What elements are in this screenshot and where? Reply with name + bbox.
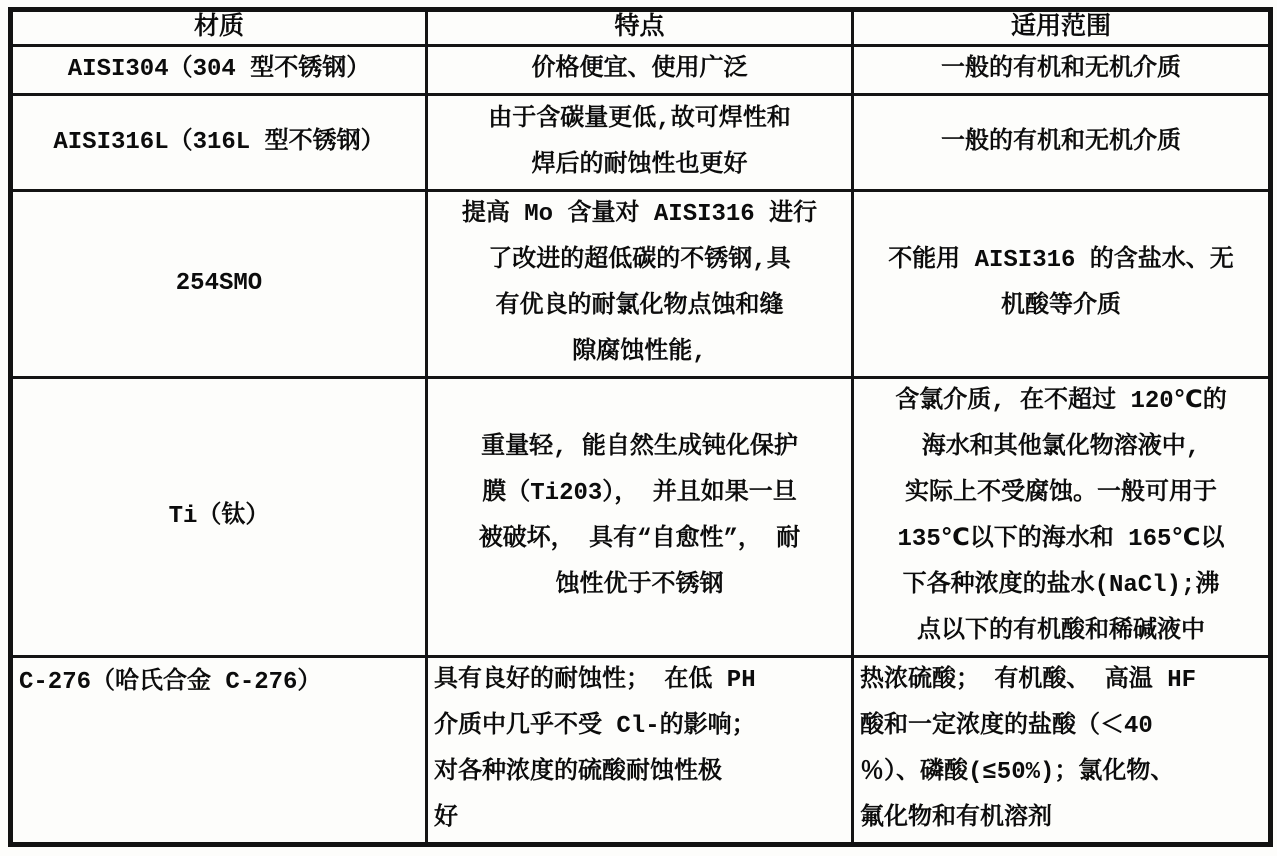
- features-cell: [427, 191, 853, 378]
- features-cell: [427, 46, 853, 95]
- materials-table: [8, 7, 1273, 847]
- text-line: Ti（钛）: [168, 503, 270, 530]
- scope-cell: [853, 191, 1271, 378]
- material-cell: [11, 657, 427, 845]
- text-line: 含氯介质, 在不超过 120℃的: [895, 388, 1227, 415]
- table-row: [11, 46, 1271, 95]
- header-material: 材质: [11, 10, 427, 46]
- features-cell: [427, 95, 853, 191]
- text-line: 提高 Mo 含量对 AISI316 进行: [461, 201, 818, 228]
- text-line: 重量轻, 能自然生成钝化保护: [481, 434, 798, 461]
- text-line: C-276（哈氏合金 C-276）: [19, 669, 322, 696]
- text-line: 机酸等介质: [1001, 293, 1121, 320]
- header-features: 特点: [427, 10, 853, 46]
- features-cell: [427, 657, 853, 845]
- material-cell: [11, 378, 427, 657]
- text-line: 有优良的耐氯化物点蚀和缝: [495, 293, 784, 320]
- material-cell: [11, 95, 427, 191]
- text-line: 实际上不受腐蚀。一般可用于: [905, 480, 1217, 507]
- text-line: 蚀性优于不锈钢: [555, 572, 724, 599]
- text-line: 下各种浓度的盐水(NaCl);沸: [902, 572, 1220, 599]
- text-line: 了改进的超低碳的不锈钢,具: [488, 247, 791, 274]
- table-row: [11, 378, 1271, 657]
- features-cell: [427, 378, 853, 657]
- text-line: 好: [434, 805, 458, 832]
- material-cell: [11, 191, 427, 378]
- text-line: 介质中几乎不受 Cl-的影响；: [434, 713, 756, 740]
- text-line: 海水和其他氯化物溶液中,: [921, 434, 1201, 461]
- text-line: 被破坏， 具有“自愈性”， 耐: [478, 526, 801, 553]
- text-line: AISI304（304 型不锈钢）: [67, 56, 371, 83]
- text-line: 对各种浓度的硫酸耐蚀性极: [434, 759, 722, 786]
- text-line: 不能用 AISI316 的含盐水、无: [888, 247, 1234, 274]
- header-scope: 适用范围: [853, 10, 1271, 46]
- text-line: 一般的有机和无机介质: [941, 128, 1181, 156]
- text-line: AISI316L（316L 型不锈钢）: [53, 128, 385, 156]
- text-line: 酸和一定浓度的盐酸（＜40: [860, 713, 1153, 740]
- table-row: [11, 95, 1271, 191]
- text-line: 254SMO: [175, 270, 263, 297]
- text-line: 隙腐蚀性能,: [572, 339, 707, 366]
- material-cell: [11, 46, 427, 95]
- text-line: 价格便宜、使用广泛: [531, 56, 748, 83]
- text-line: 一般的有机和无机介质: [941, 56, 1181, 83]
- text-line: 氟化物和有机溶剂: [860, 805, 1052, 832]
- text-line: 热浓硫酸； 有机酸、 高温 HF: [860, 667, 1197, 694]
- text-line: 具有良好的耐蚀性； 在低 PH: [434, 667, 756, 694]
- table-row: [11, 657, 1271, 845]
- text-line: 膜（Ti203）， 并且如果一旦: [482, 480, 797, 507]
- text-line: 焊后的耐蚀性也更好: [531, 151, 748, 179]
- text-line: 点以下的有机酸和稀碱液中: [917, 618, 1205, 645]
- scope-cell: [853, 46, 1271, 95]
- text-line: 135℃以下的海水和 165℃以: [897, 526, 1225, 553]
- table-row: [11, 191, 1271, 378]
- scope-cell: [853, 95, 1271, 191]
- scope-cell: [853, 657, 1271, 845]
- header-row: [11, 10, 1271, 46]
- scope-cell: [853, 378, 1271, 657]
- text-line: ％）、磷酸(≤50%)；氯化物、: [860, 759, 1175, 786]
- text-line: 由于含碳量更低,故可焊性和: [488, 105, 791, 133]
